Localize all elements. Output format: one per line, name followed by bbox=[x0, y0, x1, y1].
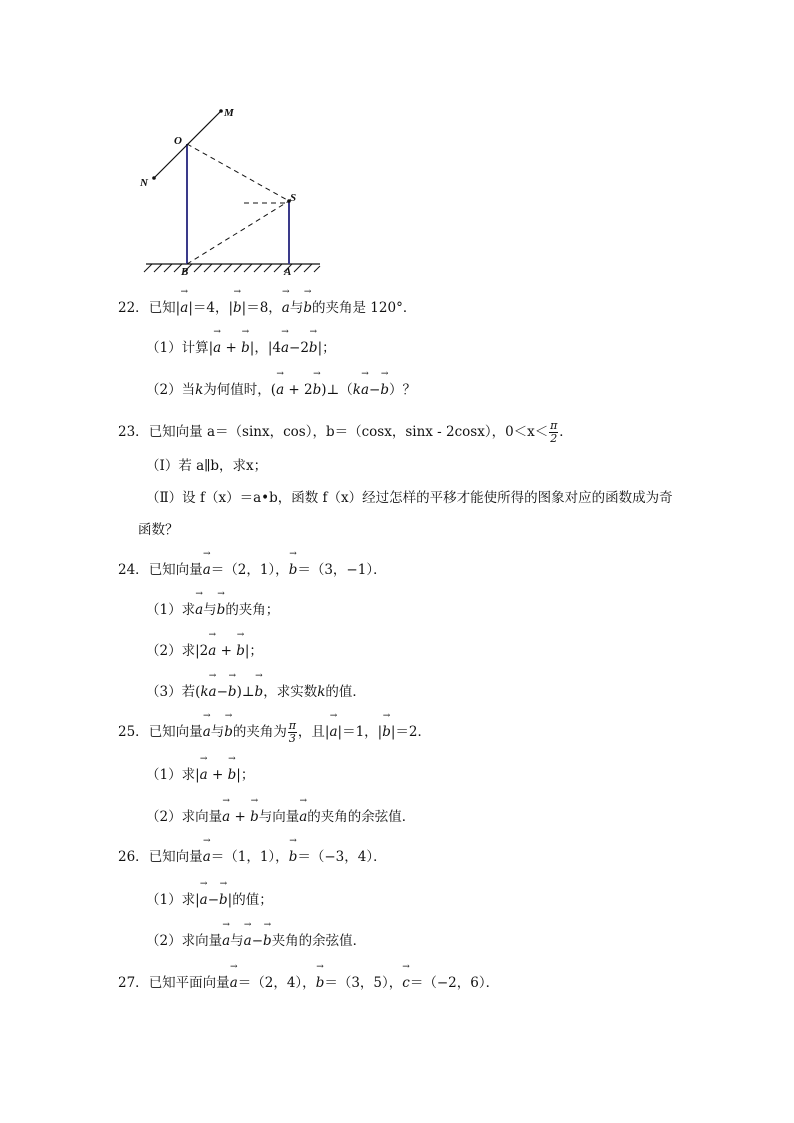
vector-a: → a bbox=[282, 298, 290, 318]
q25-stem: 25．已知向量→ a与→ b的夹角为 $\frac{\pi}{3}$ ，且|→ a|＝1，|→ b|＝2． bbox=[118, 720, 431, 745]
q23-part2-continuation: 函数？ bbox=[138, 522, 179, 538]
dashed-B-S bbox=[187, 201, 289, 264]
point-M bbox=[219, 109, 223, 113]
label-O: O bbox=[174, 135, 182, 147]
fraction-pi-over-3: $\frac{\pi}{3}$ bbox=[288, 719, 297, 745]
fraction-pi-over-2: $\frac{\pi}{2}$ bbox=[550, 419, 558, 445]
q22-part2: （2）当k为何值时，(→ a + 2→ b)⊥（k→ a−→ b）？ bbox=[146, 380, 416, 400]
q23-stem: 23．已知向量 a＝（sinx，cos），b＝（cosx，sinx - 2cosx），0＜x＜ $\frac{\pi}{2}$ ． bbox=[118, 419, 573, 445]
q26-part2: （2）求向量→ a与→ a−→ b夹角的余弦值． bbox=[146, 931, 366, 951]
q26-part1: （1）求|→ a−→ b|的值； bbox=[146, 890, 273, 910]
q23-part1: （Ⅰ）若 a∥b，求x； bbox=[146, 458, 268, 474]
label-B: B bbox=[181, 266, 189, 278]
q25-part2: （2）求向量→ a + → b与向量→ a的夹角的余弦值． bbox=[146, 807, 415, 827]
q24-part2: （2）求|2→ a + → b|； bbox=[146, 641, 263, 661]
point-N bbox=[152, 176, 156, 180]
geometry-figure bbox=[130, 98, 330, 280]
vector-b: → b bbox=[233, 298, 242, 318]
q23-part2: （Ⅱ）设 f（x）＝a•b，函数 f（x）经过怎样的平移才能使所得的图象对应的函数成为奇 bbox=[146, 490, 673, 506]
vector-a: → a bbox=[180, 298, 188, 318]
q24-stem: 24．已知向量→ a＝（2，1），→ b＝（3，−1）． bbox=[118, 560, 387, 580]
q27-stem: 27．已知平面向量→ a＝（2，4），→ b＝（3，5），→ c＝（−2，6）． bbox=[118, 973, 499, 993]
label-N: N bbox=[140, 177, 148, 189]
q25-part1: （1）求|→ a + → b|； bbox=[146, 765, 254, 785]
q22-stem: 22．已知|→ a|＝4，|→ b|＝8，→ a与→ b的夹角是 120°． bbox=[118, 298, 416, 318]
q22-part1: （1）计算|→ a + → b|，|4→ a−2→ b|； bbox=[146, 338, 336, 358]
vector-b: → b bbox=[303, 298, 312, 318]
label-S: S bbox=[290, 192, 297, 204]
dashed-O-S bbox=[187, 144, 289, 201]
q24-part3: （3）若(k→ a−→ b)⊥→ b，求实数k的值． bbox=[146, 682, 366, 702]
ground-hatching bbox=[144, 264, 320, 272]
label-M: M bbox=[224, 107, 234, 119]
q26-stem: 26．已知向量→ a＝（1，1），→ b＝（−3，4）． bbox=[118, 847, 387, 867]
label-A: A bbox=[284, 266, 292, 278]
q24-part1: （1）求→ a与→ b的夹角； bbox=[146, 600, 279, 620]
